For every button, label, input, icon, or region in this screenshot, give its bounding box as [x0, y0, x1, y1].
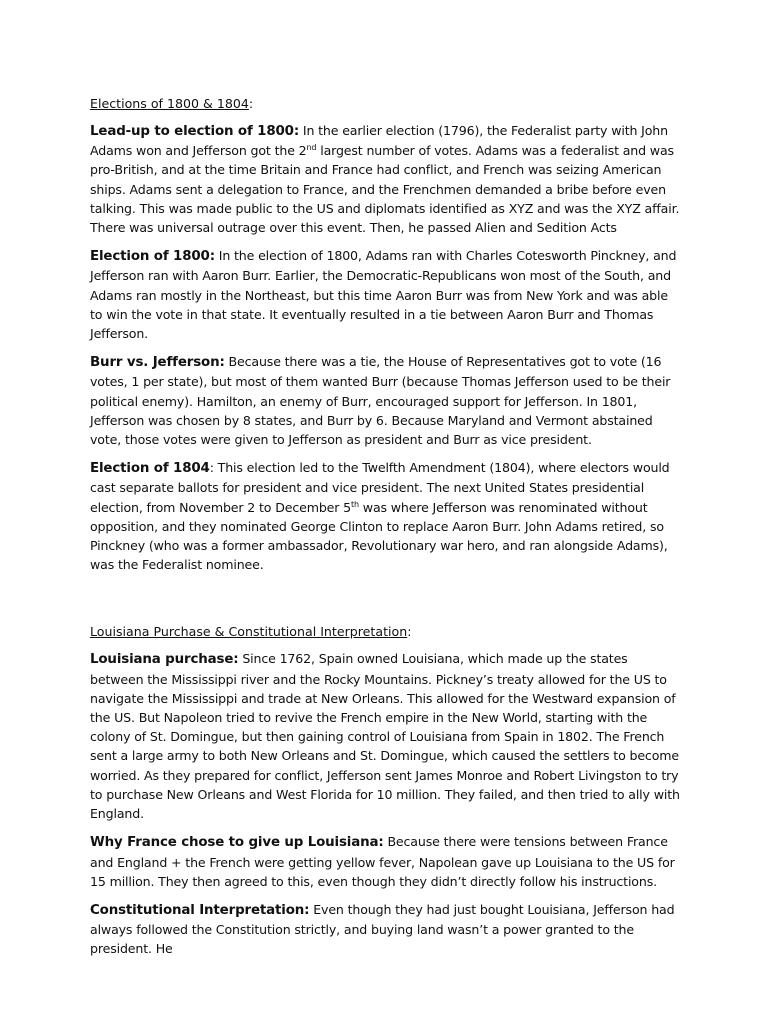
paragraph-body-continued: was where Jefferson was renominated without opposition, and they nominated George Clinton to replace Aaron Burr. John Adams retired, so Pinckney (who was a former ambassador, Revolutionary war hero, and ran alongside Adams), was the Federalist nominee.: [90, 499, 668, 573]
heading-colon: :: [248, 96, 254, 111]
paragraph-title: Why France chose to give up Louisiana:: [90, 835, 384, 851]
paragraph-body: Because there was a tie, the House of Representatives got to vote (16 votes, 1 per state), but most of them wanted Burr (because Thomas Jefferson used to be their political enemy). Hamilton, an enemy of Burr, encouraged support for Jefferson. In 1801, Jefferson was chosen by 8 states, and Burr by 6. Because Maryland and Vermont abstained vote, those votes were given to Jefferson as president and Burr as vice president.: [90, 354, 671, 448]
paragraph-constitutional-interpretation: [90, 900, 680, 959]
paragraph-title: Constitutional Interpretation:: [90, 902, 310, 918]
section-spacer: [90, 583, 680, 622]
paragraph-body: In the election of 1800, Adams ran with Charles Cotesworth Pinckney, and Jefferson ran with Aaron Burr. Earlier, the Democratic-Republicans won most of the South, and Adams ran mostly in the Northeast, but this time Aaron Burr was from New York and was able to win the vote in that state. It eventually resulted in a tie between Aaron Burr and Thomas Jefferson.: [90, 248, 677, 342]
paragraph-title: Louisiana purchase:: [90, 652, 239, 668]
paragraph-title: Lead-up to election of 1800:: [90, 124, 300, 139]
paragraph-title: Burr vs. Jefferson:: [90, 355, 225, 371]
heading-colon: :: [407, 624, 412, 640]
paragraph-burr-vs-jefferson: [90, 352, 680, 449]
section-heading-text: Louisiana Purchase & Constitutional Interpretation: [90, 624, 408, 640]
paragraph-body: In the earlier election (1796), the Federalist party with John Adams won and Jefferson got the 2: [90, 123, 668, 159]
ordinal-suffix: nd: [306, 143, 317, 153]
section-heading-text: Elections of 1800 & 1804: [90, 96, 249, 111]
paragraph-election-1804: [90, 458, 680, 574]
section-heading-elections: [90, 94, 680, 113]
paragraph-why-france: [90, 832, 680, 891]
paragraph-title: Election of 1804: [90, 461, 210, 477]
paragraph-body: Since 1762, Spain owned Louisiana, which made up the states between the Mississippi river and the Rocky Mountains. Pickney’s treaty allowed for the US to navigate the Mississippi and trade at New Orleans. This allowed for the Westward expansion of the US. But Napoleon tried to revive the French empire in the New World, starting with the colony of St. Domingue, but then gaining control of Louisiana from Spain in 1802. The French sent a large army to both New Orleans and St. Domingue, which caused the settlers to become worried. As they prepared for conflict, Jefferson sent James Monroe and Robert Livingston to try to purchase New Orleans and West Florida for 10 million. They failed, and then tried to ally with England.: [90, 651, 680, 822]
paragraph-louisiana-purchase: [90, 649, 680, 823]
document-page: [90, 94, 680, 968]
paragraph-body: Even though they had just bought Louisiana, Jefferson had always followed the Constitution strictly, and buying land wasn’t a power granted to the president. He: [90, 901, 675, 957]
paragraph-leadup-1800: [90, 121, 680, 237]
paragraph-election-1800: [90, 246, 680, 343]
section-heading-louisiana: [90, 622, 680, 641]
paragraph-body-continued: largest number of votes. Adams was a federalist and was pro-British, and at the time Britain and France had conflict, and French was seizing American ships. Adams sent a delegation to France, and the Frenchmen demanded a bribe before even talking. This was made public to the US and diplomats identified as XYZ and was the XYZ affair. There was universal outrage over this event. Then, he passed Alien and Sedition Acts: [90, 143, 680, 236]
paragraph-body: : This election led to the Twelfth Amendment (1804), where electors would cast separate ballots for president and vice president. The next United States presidential election, from November 2 to December 5: [90, 460, 670, 515]
paragraph-title: Election of 1800:: [90, 249, 215, 265]
paragraph-body: Because there were tensions between France and England + the French were getting yellow fever, Napolean gave up Louisiana to the US for 15 million. They then agreed to this, even though they didn’t directly follow his instructions.: [90, 834, 675, 889]
ordinal-suffix: th: [351, 499, 359, 509]
